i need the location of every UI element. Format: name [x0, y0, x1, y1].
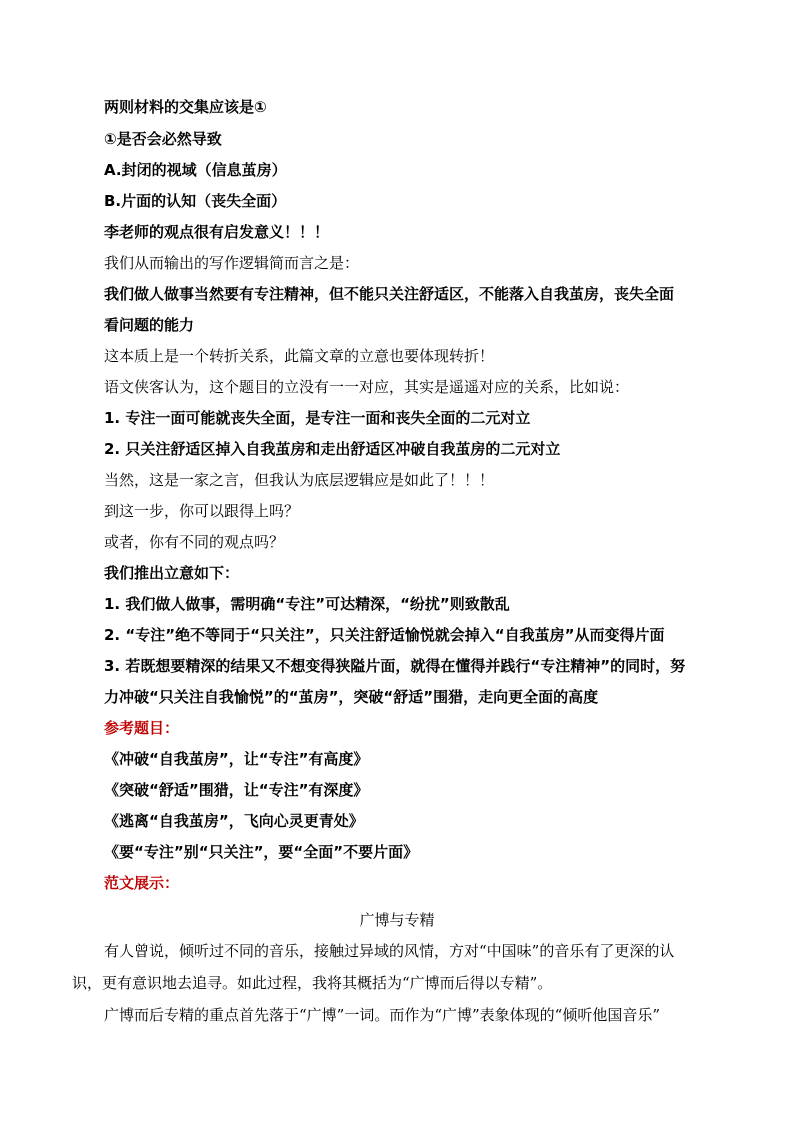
text-line: 语文侠客认为，这个题目的立没有一一对应，其实是遥遥对应的关系，比如说： [104, 378, 630, 396]
text-line: 我们从而输出的写作逻辑简而言之是： [104, 254, 360, 272]
sample-heading: 范文展示： [104, 874, 180, 892]
text-line: 2. 只关注舒适区掉入自我茧房和走出舒适区冲破自我茧房的二元对立 [104, 440, 561, 458]
text-line: 我们做人做事当然要有专注精神，但不能只关注舒适区，不能落入自我茧房，丧失全面 [104, 285, 675, 303]
text-line: 当然，这是一家之言，但我认为底层逻辑应是如此了！！！ [104, 471, 495, 489]
reference-title: 《要“专注”别“只关注”，要“全面”不要片面》 [104, 843, 419, 861]
text-line: 3. 若既想要精深的结果又不想变得狭隘片面，就得在懂得并践行“专注精神”的同时，努 [104, 657, 686, 675]
text-line: 1. 专注一面可能就丧失全面，是专注一面和丧失全面的二元对立 [104, 409, 531, 427]
text-line: 李老师的观点很有启发意义！！！ [104, 223, 330, 241]
essay-line: 识，更有意识地去追寻。如此过程，我将其概括为“广博而后得以专精”。 [72, 974, 553, 992]
reference-title: 《冲破“自我茧房”，让“专注”有高度》 [104, 750, 369, 768]
reference-title: 《逃离“自我茧房”，飞向心灵更青处》 [104, 812, 364, 830]
text-line: 2. “专注”绝不等同于“只关注”，只关注舒适愉悦就会掉入“自我茧房”从而变得片面 [104, 626, 665, 644]
text-line: 到这一步，你可以跟得上吗？ [104, 502, 300, 520]
text-line: ①是否会必然导致 [104, 130, 222, 148]
text-line: 两则材料的交集应该是① [104, 98, 267, 116]
essay-title: 广博与专精 [359, 911, 435, 929]
text-line: 1. 我们做人做事，需明确“专注”可达精深，“纷扰”则致散乱 [104, 595, 510, 613]
text-line: 或者，你有不同的观点吗？ [104, 533, 285, 551]
reference-heading: 参考题目： [104, 719, 180, 737]
text-line: A.封闭的视域（信息茧房） [104, 161, 287, 179]
text-line: 这本质上是一个转折关系，此篇文章的立意也要体现转折！ [104, 347, 495, 365]
text-line: B.片面的认知（丧失全面） [104, 192, 287, 210]
essay-line: 广博而后专精的重点首先落于“广博”一词。而作为“广博”表象体现的“倾听他国音乐” [104, 1006, 661, 1024]
text-line: 力冲破“只关注自我愉悦”的“茧房”，突破“舒适”围猎，走向更全面的高度 [104, 688, 599, 706]
essay-line: 有人曾说，倾听过不同的音乐，接触过异域的风情，方对“中国味”的音乐有了更深的认 [104, 942, 675, 960]
text-line: 看问题的能力 [104, 316, 195, 334]
text-line: 我们推出立意如下： [104, 564, 240, 582]
reference-title: 《突破“舒适”围猎，让“专注”有深度》 [104, 781, 369, 799]
